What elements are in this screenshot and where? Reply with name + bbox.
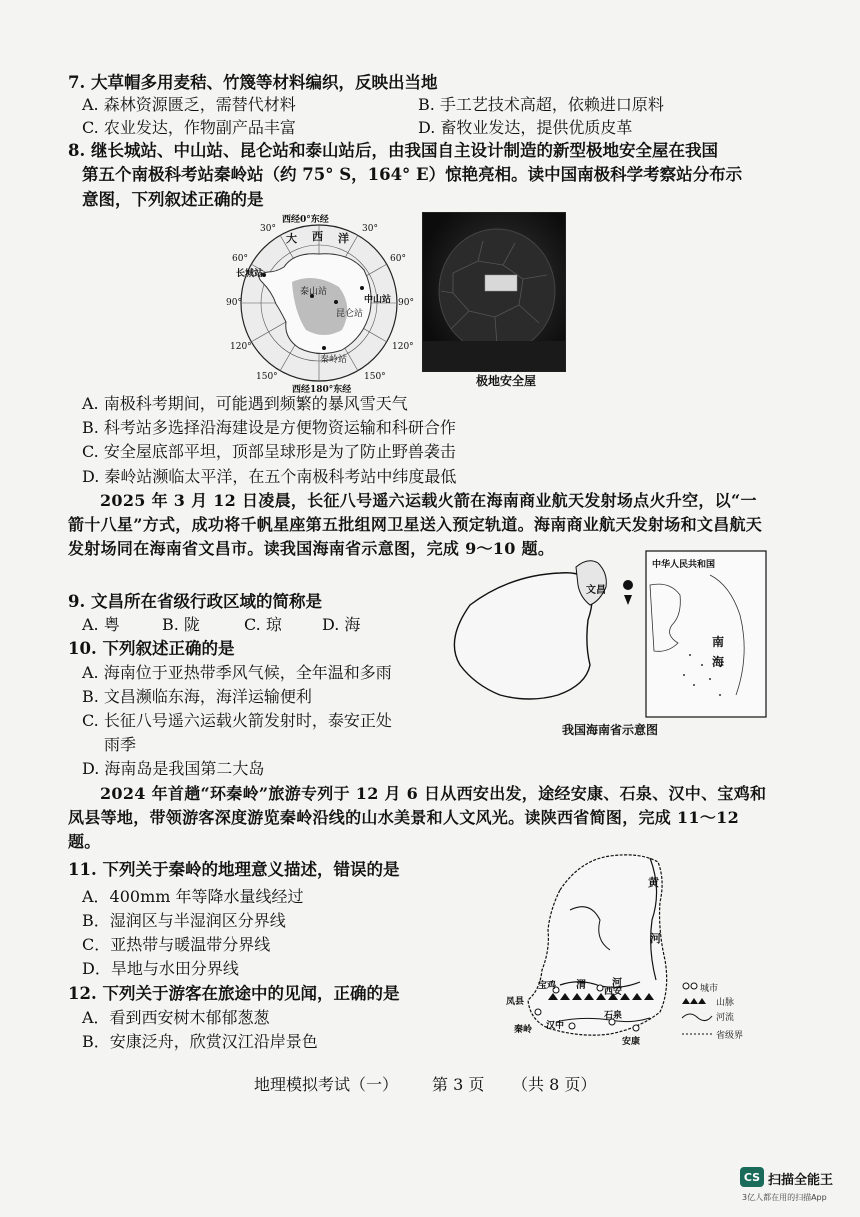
q10-option-a: A. 海南位于亚热带季风气候，全年温和多雨 <box>82 663 392 682</box>
q11-option-c: C．亚热带与暖温带分界线 <box>82 935 271 954</box>
photo-caption: 极地安全屋 <box>476 374 537 388</box>
south-sea-label-1: 南 <box>712 635 725 649</box>
q12-option-a: A．看到西安树木郁郁葱葱 <box>82 1008 270 1027</box>
lon-120w-label: 120° <box>230 342 252 352</box>
station-qinling-label: 秦岭站 <box>320 355 348 365</box>
mountain-qinling-label: 秦岭 <box>514 1025 533 1035</box>
antarctic-station-map <box>224 212 414 394</box>
lon-150e-label: 150° <box>364 372 386 382</box>
q7-option-a: A. 森林资源匮乏，需替代材料 <box>82 95 296 114</box>
q9-option-c: C. 琼 <box>244 615 282 634</box>
city-xian-label: 西安 <box>604 987 623 997</box>
footer-page-number: 第 3 页 <box>432 1075 485 1094</box>
wei-river-label-1: 渭 <box>576 980 586 991</box>
footer-exam-title: 地理模拟考试（一） <box>254 1075 399 1094</box>
lon-60e-label: 60° <box>390 254 406 264</box>
city-fengxian-label: 凤县 <box>506 997 525 1007</box>
map-bottom-meridian-label: 西经180°东经 <box>292 385 352 395</box>
q8-stem-line3: 意图，下列叙述正确的是 <box>82 190 264 209</box>
yellow-river-label-2: 河 <box>650 932 661 945</box>
q10-option-c-line2: 雨季 <box>104 735 137 754</box>
map-top-meridian-label: 西经0°东经 <box>282 215 329 225</box>
city-baoji-label: 宝鸡 <box>538 981 557 991</box>
hainan-map <box>440 545 770 740</box>
yellow-river-label-1: 黄 <box>648 876 659 889</box>
shaanxi-map <box>500 850 800 1050</box>
camscanner-logo-icon: CS <box>740 1167 764 1187</box>
legend-river-label: 河流 <box>716 1013 735 1023</box>
q11-option-b: B．湿润区与半湿润区分界线 <box>82 911 286 930</box>
q8-option-d: D. 秦岭站濒临太平洋，在五个南极科考站中纬度最低 <box>82 467 457 486</box>
camscanner-tagline: 3亿人都在用的扫描App <box>742 1193 827 1202</box>
station-kunlun-label: 昆仑站 <box>336 309 364 319</box>
lon-90w-label: 90° <box>226 298 242 308</box>
passage-11-12-block <box>68 782 768 854</box>
q11-option-d: D．旱地与水田分界线 <box>82 959 239 978</box>
station-changcheng-label: 长城站 <box>236 269 264 279</box>
q8-option-a: A. 南极科考期间，可能遇到频繁的暴风雪天气 <box>82 394 408 413</box>
q9-option-d: D. 海 <box>322 615 361 634</box>
q12-option-b: B．安康泛舟，欣赏汉江沿岸景色 <box>82 1032 318 1051</box>
polar-safe-house-photo <box>422 212 566 372</box>
lon-60w-label: 60° <box>232 254 248 264</box>
passage-9-10: 2025 年 3 月 12 日凌晨，长征八号遥六运载火箭在海南商业航天发射场点火升空，以“一箭十八星”方式，成功将千帆星座第五批组网卫星送入预定轨道。海南商业航天发射场和文昌航天发射场同在海南省文昌市。读我国海南省示意图，完成 9～10 题。 <box>68 491 763 558</box>
ocean-label-yang: 洋 <box>338 232 349 245</box>
legend-city-label: 城市 <box>700 984 719 994</box>
ocean-label-da: 大 <box>286 232 297 245</box>
lon-150w-label: 150° <box>256 372 278 382</box>
q7-option-d: D. 畜牧业发达，提供优质皮革 <box>418 118 633 137</box>
q9-stem: 9. 文昌所在省级行政区域的简称是 <box>68 592 322 611</box>
city-hanzhong-label: 汉中 <box>546 1021 565 1031</box>
footer-total-pages: （共 8 页） <box>512 1075 597 1094</box>
inset-title: 中华人民共和国 <box>652 560 716 570</box>
q7-option-c: C. 农业发达，作物副产品丰富 <box>82 118 296 137</box>
station-taishan-label: 泰山站 <box>300 287 328 297</box>
q8-stem-line2: 第五个南极科考站秦岭站（约 75° S，164° E）惊艳亮相。读中国南极科学考察站分布示 <box>82 165 743 184</box>
q8-option-c: C. 安全屋底部平坦，顶部呈球形是为了防止野兽袭击 <box>82 442 456 461</box>
q10-stem: 10. 下列叙述正确的是 <box>68 639 235 658</box>
south-sea-label-2: 海 <box>712 655 725 669</box>
lon-90e-label: 90° <box>398 298 414 308</box>
lon-120e-label: 120° <box>392 342 414 352</box>
legend-border-label: 省级界 <box>716 1031 744 1041</box>
q11-option-a: A．400mm 年等降水量线经过 <box>82 887 304 906</box>
q8-stem-line1: 8. 继长城站、中山站、昆仑站和泰山站后，由我国自主设计制造的新型极地安全屋在我国 <box>68 141 718 160</box>
city-shiquan-label: 石泉 <box>604 1011 623 1021</box>
city-ankang-label: 安康 <box>622 1037 641 1047</box>
q10-option-c-line1: C. 长征八号遥六运载火箭发射时，泰安正处 <box>82 711 392 730</box>
ocean-label-xi: 西 <box>312 230 323 243</box>
station-zhongshan-label: 中山站 <box>364 295 392 305</box>
q7-option-b: B. 手工艺技术高超，依赖进口原料 <box>418 95 664 114</box>
q11-stem: 11. 下列关于秦岭的地理意义描述，错误的是 <box>68 860 400 879</box>
q9-option-b: B. 陇 <box>162 615 200 634</box>
wenchang-label: 文昌 <box>586 585 606 596</box>
lon-30w-label: 30° <box>260 224 276 234</box>
q10-option-d: D. 海南岛是我国第二大岛 <box>82 759 265 778</box>
q7-stem: 7. 大草帽多用麦秸、竹篾等材料编织，反映出当地 <box>68 73 438 92</box>
hainan-map-caption: 我国海南省示意图 <box>562 723 659 737</box>
q12-stem: 12. 下列关于游客在旅途中的见闻，正确的是 <box>68 984 400 1003</box>
lon-30e-label: 30° <box>362 224 378 234</box>
legend-mountain-label: 山脉 <box>716 998 735 1008</box>
q9-option-a: A. 粤 <box>82 615 120 634</box>
camscanner-brand: 扫描全能王 <box>768 1173 834 1188</box>
wei-river-label-2: 河 <box>612 978 622 989</box>
q8-option-b: B. 科考站多选择沿海建设是方便物资运输和科研合作 <box>82 418 456 437</box>
passage-11-12: 2024 年首趟“环秦岭”旅游专列于 12 月 6 日从西安出发，途经安康、石泉、汉中、宝鸡和凤县等地，带领游客深度游览秦岭沿线的山水美景和人文风光。读陕西省简图，完成 11～12 题。 <box>68 784 767 851</box>
q10-option-b: B. 文昌濒临东海，海洋运输便利 <box>82 687 312 706</box>
